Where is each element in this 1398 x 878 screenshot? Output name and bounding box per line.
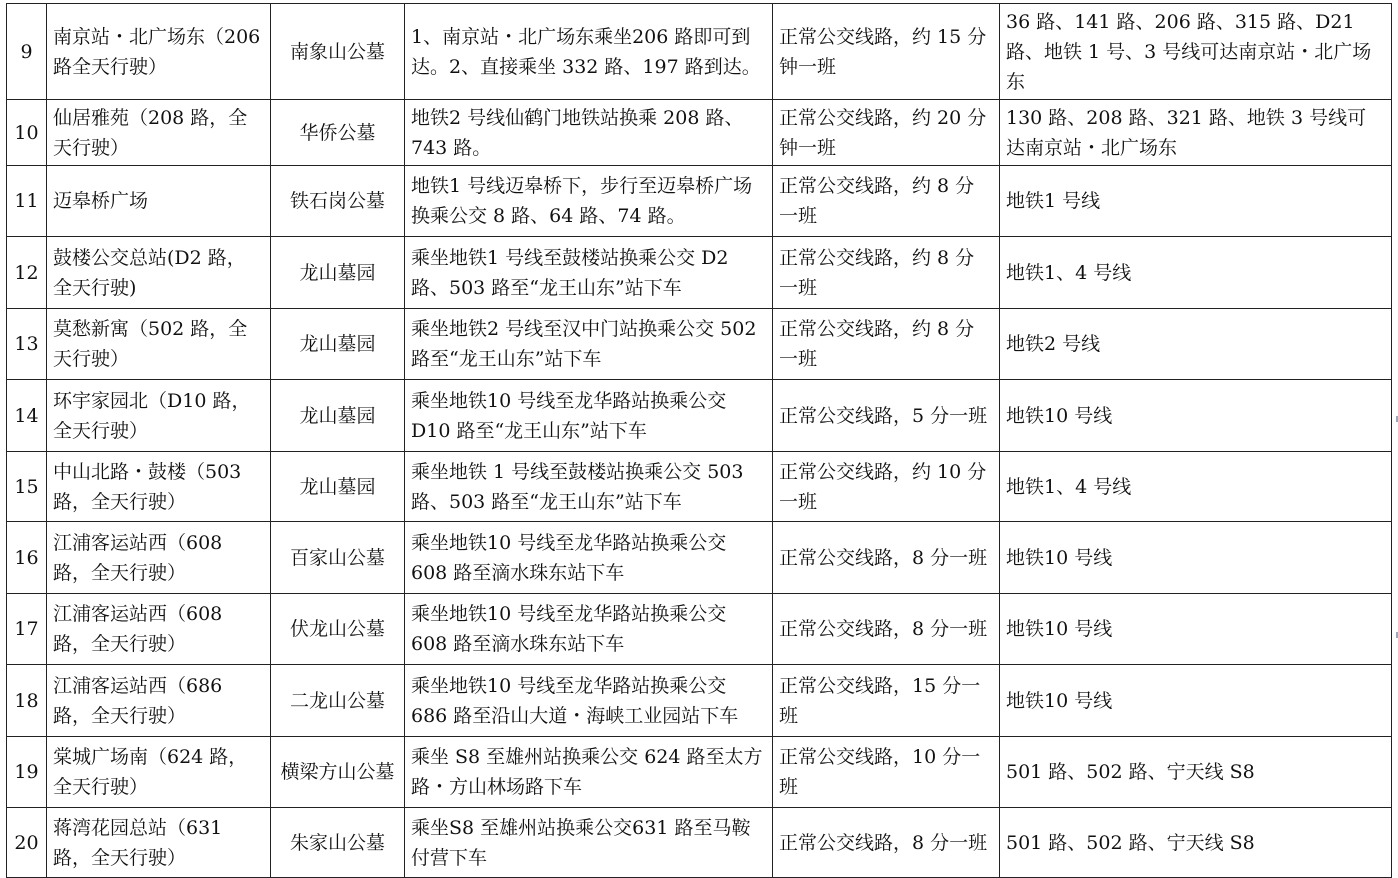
row-number: 10 (7, 100, 47, 166)
cemetery-name: 龙山墓园 (271, 380, 405, 452)
route-description: 乘坐 S8 至雄州站换乘公交 624 路至太方路・方山林场路下车 (405, 737, 773, 808)
row-number: 14 (7, 380, 47, 452)
cemetery-name: 华侨公墓 (271, 100, 405, 166)
start-station: 莫愁新寓（502 路，全天行驶） (47, 309, 271, 380)
start-station: 环宇家园北（D10 路，全天行驶） (47, 380, 271, 452)
row-number: 18 (7, 665, 47, 737)
cemetery-name: 龙山墓园 (271, 309, 405, 380)
table-row (7, 737, 1392, 808)
start-station: 鼓楼公交总站(D2 路，全天行驶) (47, 237, 271, 309)
metro-lines: 地铁1、4 号线 (1000, 452, 1392, 522)
start-station: 迈皋桥广场 (47, 166, 271, 237)
row-number: 11 (7, 166, 47, 237)
frequency: 正常公交线路，约 8 分一班 (773, 166, 1000, 237)
route-description: 乘坐地铁2 号线至汉中门站换乘公交 502 路至“龙王山东”站下车 (405, 309, 773, 380)
table-row (7, 4, 1392, 100)
cemetery-name: 铁石岗公墓 (271, 166, 405, 237)
frequency: 正常公交线路，约 8 分一班 (773, 309, 1000, 380)
cemetery-name: 南象山公墓 (271, 4, 405, 100)
route-description: 乘坐地铁10 号线至龙华路站换乘公交 608 路至滴水珠东站下车 (405, 594, 773, 665)
frequency: 正常公交线路，约 10 分一班 (773, 452, 1000, 522)
metro-lines: 地铁10 号线 (1000, 380, 1392, 452)
row-number: 15 (7, 452, 47, 522)
row-number: 17 (7, 594, 47, 665)
start-station: 南京站・北广场东（206 路全天行驶） (47, 4, 271, 100)
route-description: 地铁1 号线迈皋桥下，步行至迈皋桥广场换乘公交 8 路、64 路、74 路。 (405, 166, 773, 237)
table-row (7, 452, 1392, 522)
table-row (7, 522, 1392, 594)
row-number: 20 (7, 808, 47, 878)
table-row (7, 237, 1392, 309)
cemetery-name: 百家山公墓 (271, 522, 405, 594)
table-row (7, 100, 1392, 166)
route-description: 乘坐地铁1 号线至鼓楼站换乘公交 D2 路、503 路至“龙王山东”站下车 (405, 237, 773, 309)
metro-lines: 地铁10 号线 (1000, 522, 1392, 594)
route-description: 乘坐地铁 1 号线至鼓楼站换乘公交 503 路、503 路至“龙王山东”站下车 (405, 452, 773, 522)
table-row (7, 665, 1392, 737)
metro-lines: 地铁10 号线 (1000, 594, 1392, 665)
row-number: 9 (7, 4, 47, 100)
table-row (7, 380, 1392, 452)
table-row (7, 309, 1392, 380)
route-description: 1、南京站・北广场东乘坐206 路即可到达。2、直接乘坐 332 路、197 路到达。 (405, 4, 773, 100)
frequency: 正常公交线路，约 8 分一班 (773, 237, 1000, 309)
start-station: 江浦客运站西（686 路，全天行驶） (47, 665, 271, 737)
frequency: 正常公交线路，8 分一班 (773, 808, 1000, 878)
metro-lines: 130 路、208 路、321 路、地铁 3 号线可达南京站・北广场东 (1000, 100, 1392, 166)
row-number: 12 (7, 237, 47, 309)
table-row (7, 808, 1392, 878)
cemetery-name: 龙山墓园 (271, 452, 405, 522)
cemetery-name: 朱家山公墓 (271, 808, 405, 878)
metro-lines: 地铁2 号线 (1000, 309, 1392, 380)
frequency: 正常公交线路，8 分一班 (773, 594, 1000, 665)
metro-lines: 501 路、502 路、宁天线 S8 (1000, 808, 1392, 878)
route-description: 乘坐地铁10 号线至龙华路站换乘公交 686 路至沿山大道・海峡工业园站下车 (405, 665, 773, 737)
metro-lines: 地铁1、4 号线 (1000, 237, 1392, 309)
row-number: 19 (7, 737, 47, 808)
metro-lines: 地铁1 号线 (1000, 166, 1392, 237)
route-description: 乘坐S8 至雄州站换乘公交631 路至马鞍付营下车 (405, 808, 773, 878)
metro-lines: 地铁10 号线 (1000, 665, 1392, 737)
route-table-body (7, 4, 1392, 878)
cemetery-name: 二龙山公墓 (271, 665, 405, 737)
frequency: 正常公交线路，10 分一班 (773, 737, 1000, 808)
row-number: 16 (7, 522, 47, 594)
table-row (7, 594, 1392, 665)
cemetery-name: 横梁方山公墓 (271, 737, 405, 808)
start-station: 棠城广场南（624 路，全天行驶） (47, 737, 271, 808)
start-station: 仙居雅苑（208 路，全天行驶） (47, 100, 271, 166)
row-number: 13 (7, 309, 47, 380)
cemetery-name: 伏龙山公墓 (271, 594, 405, 665)
start-station: 中山北路・鼓楼（503 路，全天行驶） (47, 452, 271, 522)
frequency: 正常公交线路，15 分一班 (773, 665, 1000, 737)
metro-lines: 501 路、502 路、宁天线 S8 (1000, 737, 1392, 808)
route-description: 地铁2 号线仙鹤门地铁站换乘 208 路、743 路。 (405, 100, 773, 166)
frequency: 正常公交线路，约 20 分钟一班 (773, 100, 1000, 166)
cemetery-name: 龙山墓园 (271, 237, 405, 309)
route-description: 乘坐地铁10 号线至龙华路站换乘公交 D10 路至“龙王山东”站下车 (405, 380, 773, 452)
route-description: 乘坐地铁10 号线至龙华路站换乘公交 608 路至滴水珠东站下车 (405, 522, 773, 594)
frequency: 正常公交线路，8 分一班 (773, 522, 1000, 594)
start-station: 蒋湾花园总站（631 路，全天行驶） (47, 808, 271, 878)
table-row (7, 166, 1392, 237)
start-station: 江浦客运站西（608 路，全天行驶） (47, 594, 271, 665)
route-table (6, 3, 1392, 878)
metro-lines: 36 路、141 路、206 路、315 路、D21 路、地铁 1 号、3 号线可达南京站・北广场东 (1000, 4, 1392, 100)
frequency: 正常公交线路，5 分一班 (773, 380, 1000, 452)
frequency: 正常公交线路，约 15 分钟一班 (773, 4, 1000, 100)
start-station: 江浦客运站西（608 路，全天行驶） (47, 522, 271, 594)
